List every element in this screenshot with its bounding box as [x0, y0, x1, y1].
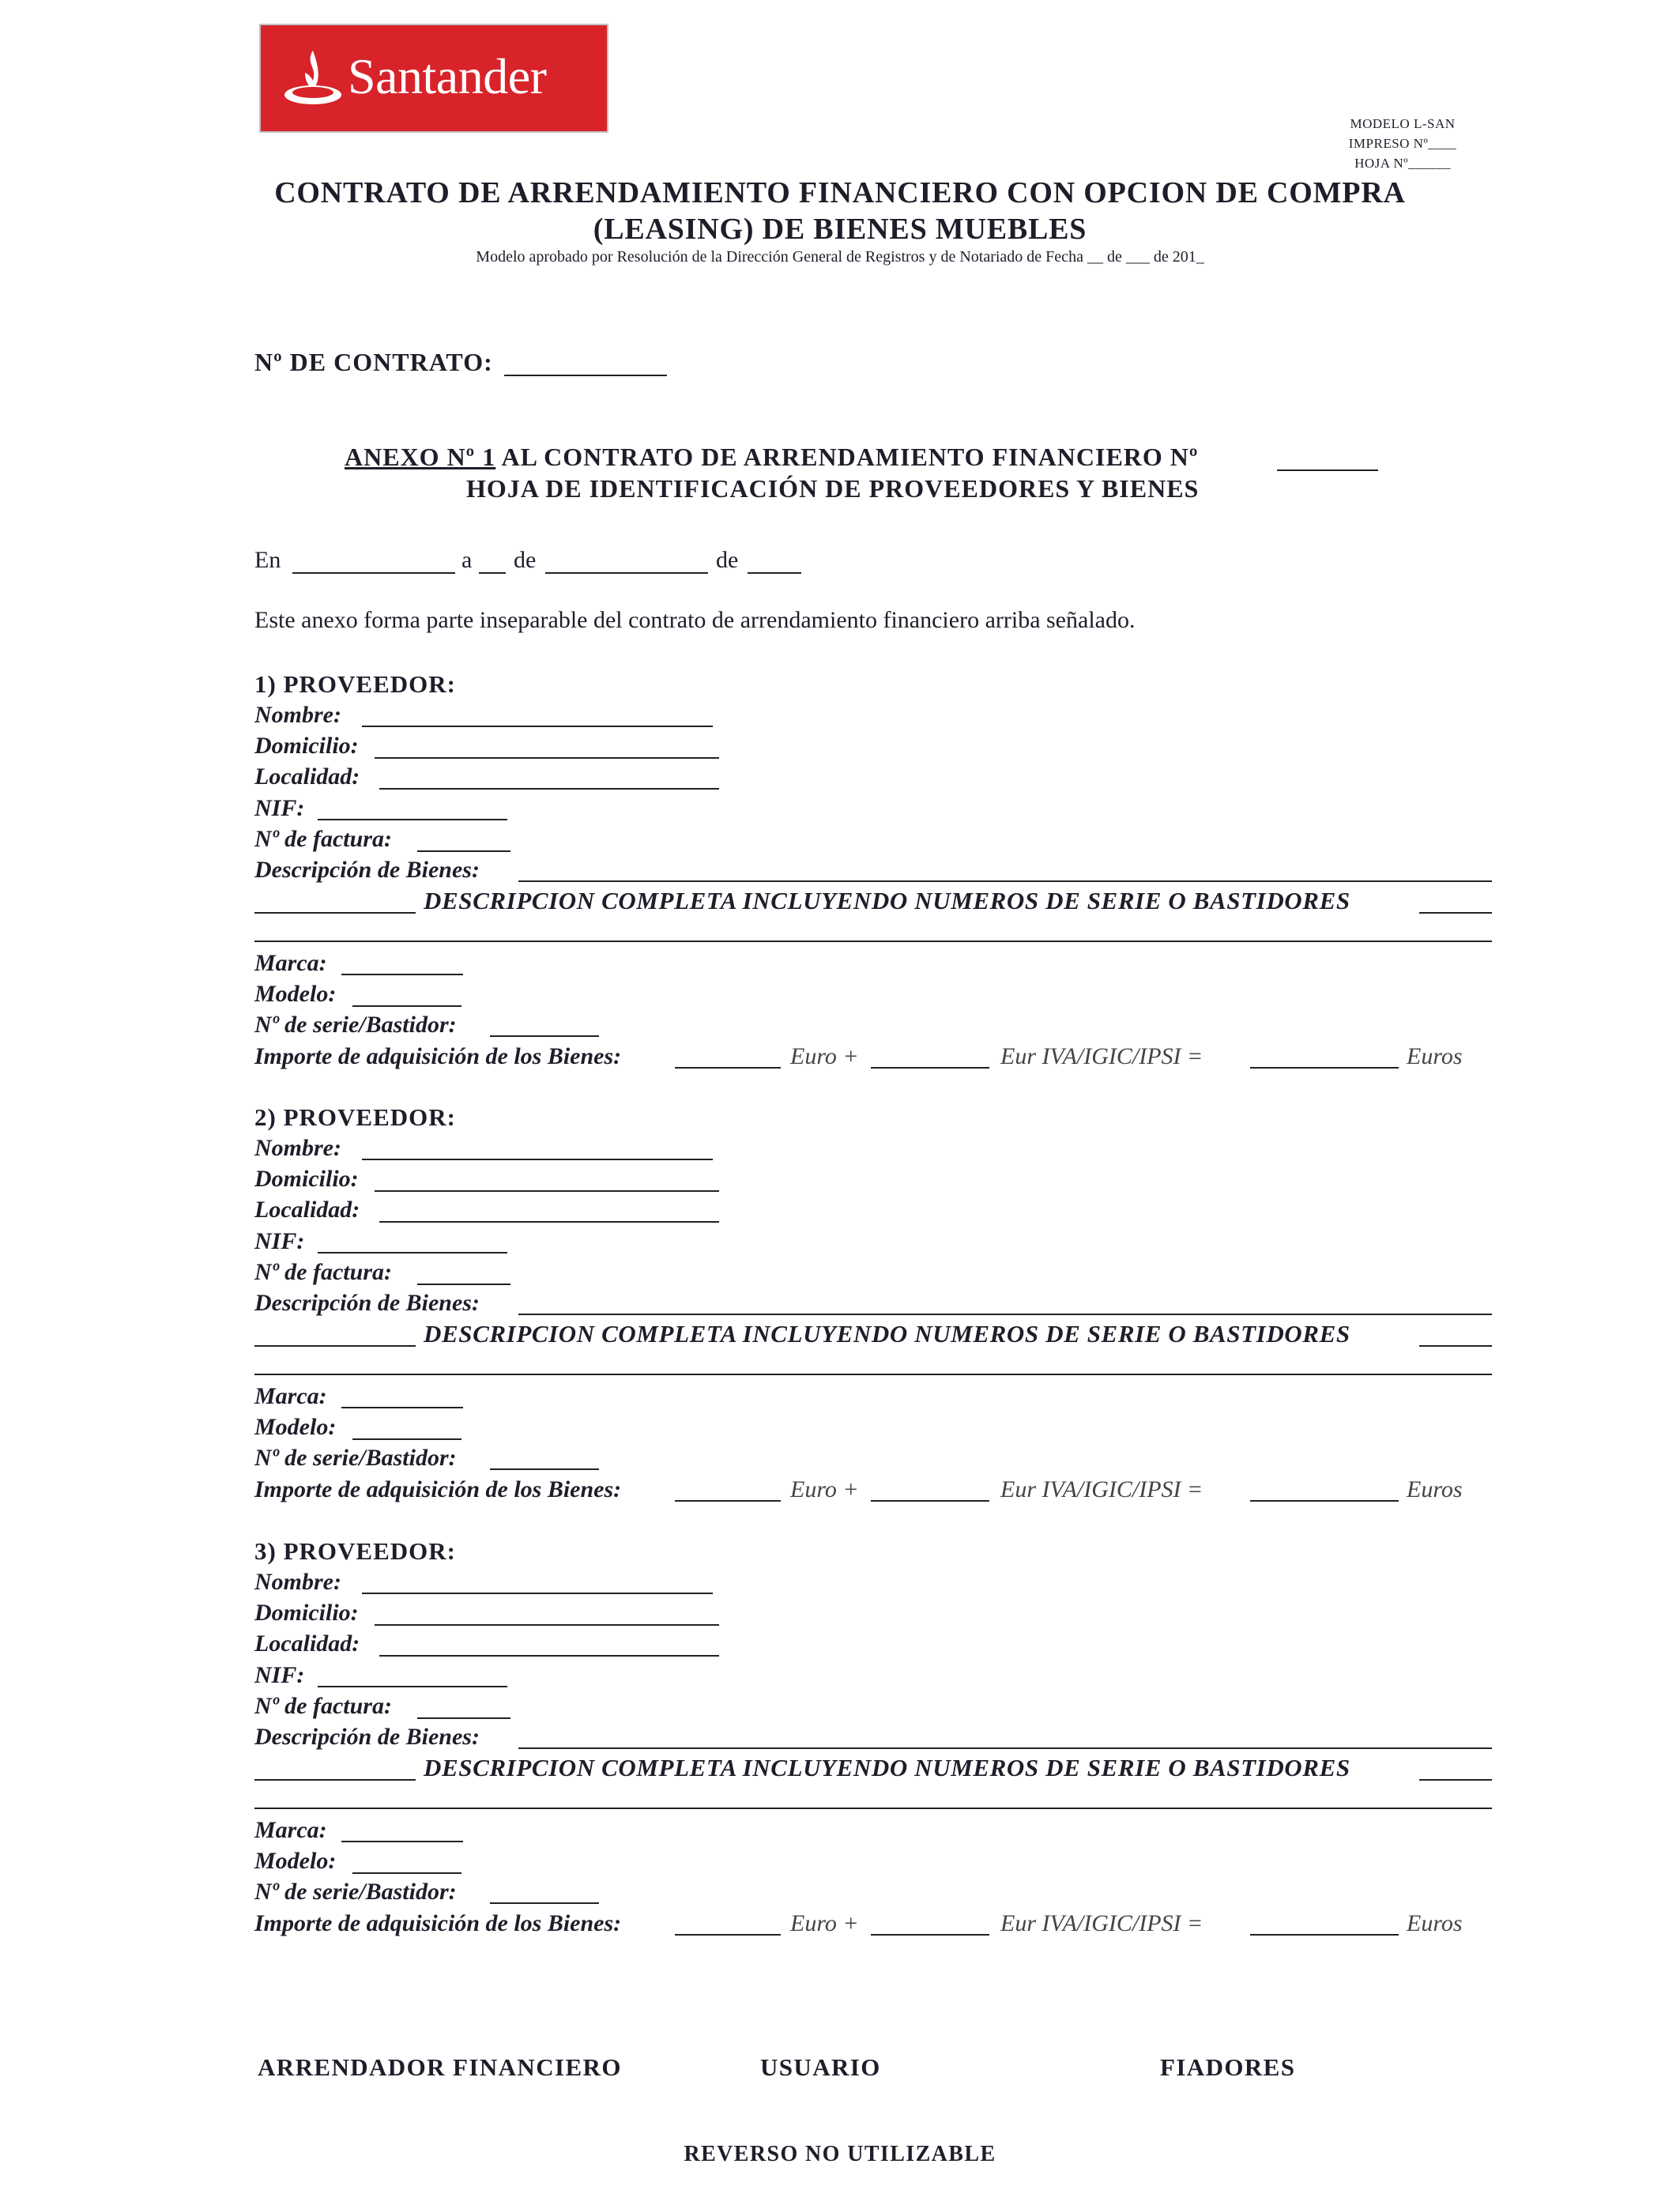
santander-logo	[259, 24, 608, 133]
footer-note: REVERSO NO UTILIZABLE	[684, 2142, 996, 2166]
modelo-label: Modelo:	[254, 1848, 337, 1874]
model-code: MODELO L-SAN	[1350, 116, 1456, 131]
nif-label: NIF:	[254, 795, 305, 821]
date-a-label: a	[461, 547, 473, 573]
importe-base-field[interactable]	[675, 1934, 781, 1936]
nombre-field[interactable]	[362, 726, 713, 727]
domicilio-field[interactable]	[375, 757, 719, 759]
nif-field[interactable]	[318, 819, 507, 820]
modelo-label: Modelo:	[254, 1414, 337, 1440]
date-en-label: En	[254, 547, 281, 573]
eur-iva-label: Eur IVA/IGIC/IPSI =	[1000, 1910, 1203, 1936]
nombre-field[interactable]	[362, 1593, 713, 1594]
importe-label: Importe de adquisición de los Bienes:	[254, 1476, 622, 1502]
serie-label: Nº de serie/Bastidor:	[254, 1879, 457, 1905]
modelo-field[interactable]	[352, 1005, 461, 1007]
descripcion-line-left[interactable]	[254, 912, 416, 914]
descripcion-line-extra[interactable]	[254, 1374, 1492, 1375]
domicilio-label: Domicilio:	[254, 733, 359, 759]
euros-label: Euros	[1407, 1910, 1463, 1936]
euro-plus-label: Euro +	[790, 1910, 859, 1936]
importe-label: Importe de adquisición de los Bienes:	[254, 1043, 622, 1069]
localidad-field[interactable]	[379, 788, 719, 790]
localidad-label: Localidad:	[254, 763, 360, 790]
factura-label: Nº de factura:	[254, 826, 392, 852]
factura-field[interactable]	[417, 1717, 510, 1719]
modelo-field[interactable]	[352, 1872, 461, 1874]
serie-field[interactable]	[490, 1468, 599, 1470]
date-de-label-1: de	[514, 547, 537, 573]
annex-contract-number-field[interactable]	[1277, 469, 1378, 471]
localidad-label: Localidad:	[254, 1197, 360, 1223]
signature-fiadores: FIADORES	[1160, 2053, 1296, 2081]
importe-total-field[interactable]	[1250, 1500, 1399, 1502]
document-title-line1: CONTRATO DE ARRENDAMIENTO FINANCIERO CON OPCION DE COMPRA	[274, 176, 1406, 209]
importe-tax-field[interactable]	[871, 1067, 989, 1069]
descripcion-line-left[interactable]	[254, 1345, 416, 1347]
flame-icon	[281, 46, 345, 109]
domicilio-label: Domicilio:	[254, 1600, 359, 1626]
descripcion-line-left[interactable]	[254, 1779, 416, 1781]
annex-subheading: HOJA DE IDENTIFICACIÓN DE PROVEEDORES Y BIENES	[466, 474, 1200, 503]
factura-label: Nº de factura:	[254, 1259, 392, 1285]
domicilio-field[interactable]	[375, 1624, 719, 1626]
descripcion-label: Descripción de Bienes:	[254, 1290, 480, 1316]
document-title-line2: (LEASING) DE BIENES MUEBLES	[593, 213, 1087, 246]
importe-label: Importe de adquisición de los Bienes:	[254, 1910, 622, 1936]
date-de-label-2: de	[716, 547, 739, 573]
nif-field[interactable]	[318, 1252, 507, 1253]
nombre-label: Nombre:	[254, 1569, 341, 1595]
annex-heading	[345, 443, 1198, 472]
euros-label: Euros	[1407, 1476, 1463, 1502]
date-month-field[interactable]	[545, 572, 708, 574]
descripcion-field[interactable]	[518, 1747, 1492, 1749]
factura-field[interactable]	[417, 850, 510, 852]
eur-iva-label: Eur IVA/IGIC/IPSI =	[1000, 1476, 1203, 1502]
domicilio-label: Domicilio:	[254, 1166, 359, 1192]
marca-field[interactable]	[341, 1407, 463, 1408]
document-subtitle: Modelo aprobado por Resolución de la Dirección General de Registros y de Notariado de Fecha __ de ___ de 201_	[476, 248, 1204, 266]
descripcion-label: Descripción de Bienes:	[254, 857, 480, 883]
serie-field[interactable]	[490, 1902, 599, 1904]
nombre-label: Nombre:	[254, 702, 341, 728]
annex-heading-text: AL CONTRATO DE ARRENDAMIENTO FINANCIERO Nº	[501, 443, 1199, 471]
euro-plus-label: Euro +	[790, 1476, 859, 1502]
model-reference-box	[1335, 114, 1470, 173]
localidad-field[interactable]	[379, 1221, 719, 1223]
factura-field[interactable]	[417, 1284, 510, 1285]
euro-plus-label: Euro +	[790, 1043, 859, 1069]
descripcion-line-right[interactable]	[1419, 1345, 1492, 1347]
nombre-field[interactable]	[362, 1159, 713, 1160]
nif-label: NIF:	[254, 1228, 305, 1254]
importe-base-field[interactable]	[675, 1500, 781, 1502]
signature-usuario: USUARIO	[760, 2053, 881, 2081]
impreso-number: IMPRESO Nº____	[1348, 136, 1457, 151]
modelo-field[interactable]	[352, 1438, 461, 1440]
descripcion-completa-note: DESCRIPCION COMPLETA INCLUYENDO NUMEROS DE SERIE O BASTIDORES	[424, 1754, 1350, 1781]
localidad-label: Localidad:	[254, 1630, 360, 1657]
contract-number-label: Nº DE CONTRATO:	[254, 348, 493, 376]
date-year-field[interactable]	[748, 572, 801, 574]
descripcion-completa-note: DESCRIPCION COMPLETA INCLUYENDO NUMEROS DE SERIE O BASTIDORES	[424, 887, 1350, 914]
intro-text: Este anexo forma parte inseparable del contrato de arrendamiento financiero arriba señalado.	[254, 607, 1136, 633]
euros-label: Euros	[1407, 1043, 1463, 1069]
importe-tax-field[interactable]	[871, 1934, 989, 1936]
nombre-label: Nombre:	[254, 1135, 341, 1161]
signature-arrendador: ARRENDADOR FINANCIERO	[258, 2053, 622, 2081]
descripcion-line-extra[interactable]	[254, 1808, 1492, 1809]
marca-label: Marca:	[254, 1817, 327, 1843]
descripcion-line-right[interactable]	[1419, 912, 1492, 914]
factura-label: Nº de factura:	[254, 1693, 392, 1719]
nif-label: NIF:	[254, 1662, 305, 1688]
serie-label: Nº de serie/Bastidor:	[254, 1445, 457, 1471]
modelo-label: Modelo:	[254, 981, 337, 1007]
date-place-field[interactable]	[292, 572, 455, 574]
serie-field[interactable]	[490, 1035, 599, 1037]
provider-heading: 3) PROVEEDOR:	[254, 1537, 456, 1565]
marca-label: Marca:	[254, 950, 327, 976]
annex-number: ANEXO Nº 1	[345, 443, 496, 471]
marca-field[interactable]	[341, 974, 463, 975]
descripcion-label: Descripción de Bienes:	[254, 1724, 480, 1750]
importe-total-field[interactable]	[1250, 1067, 1399, 1069]
localidad-field[interactable]	[379, 1655, 719, 1657]
descripcion-completa-note: DESCRIPCION COMPLETA INCLUYENDO NUMEROS DE SERIE O BASTIDORES	[424, 1320, 1350, 1348]
importe-total-field[interactable]	[1250, 1934, 1399, 1936]
hoja-number: HOJA Nº______	[1354, 156, 1451, 171]
importe-tax-field[interactable]	[871, 1500, 989, 1502]
provider-heading: 2) PROVEEDOR:	[254, 1103, 456, 1131]
brand-name: Santander	[348, 48, 547, 104]
marca-field[interactable]	[341, 1841, 463, 1842]
descripcion-field[interactable]	[518, 880, 1492, 882]
descripcion-line-right[interactable]	[1419, 1779, 1492, 1781]
serie-label: Nº de serie/Bastidor:	[254, 1012, 457, 1038]
date-day-field[interactable]	[479, 572, 506, 574]
contract-number-field[interactable]	[504, 375, 667, 376]
provider-heading: 1) PROVEEDOR:	[254, 670, 456, 698]
domicilio-field[interactable]	[375, 1190, 719, 1192]
eur-iva-label: Eur IVA/IGIC/IPSI =	[1000, 1043, 1203, 1069]
nif-field[interactable]	[318, 1686, 507, 1687]
descripcion-line-extra[interactable]	[254, 941, 1492, 942]
descripcion-field[interactable]	[518, 1314, 1492, 1315]
marca-label: Marca:	[254, 1383, 327, 1409]
importe-base-field[interactable]	[675, 1067, 781, 1069]
